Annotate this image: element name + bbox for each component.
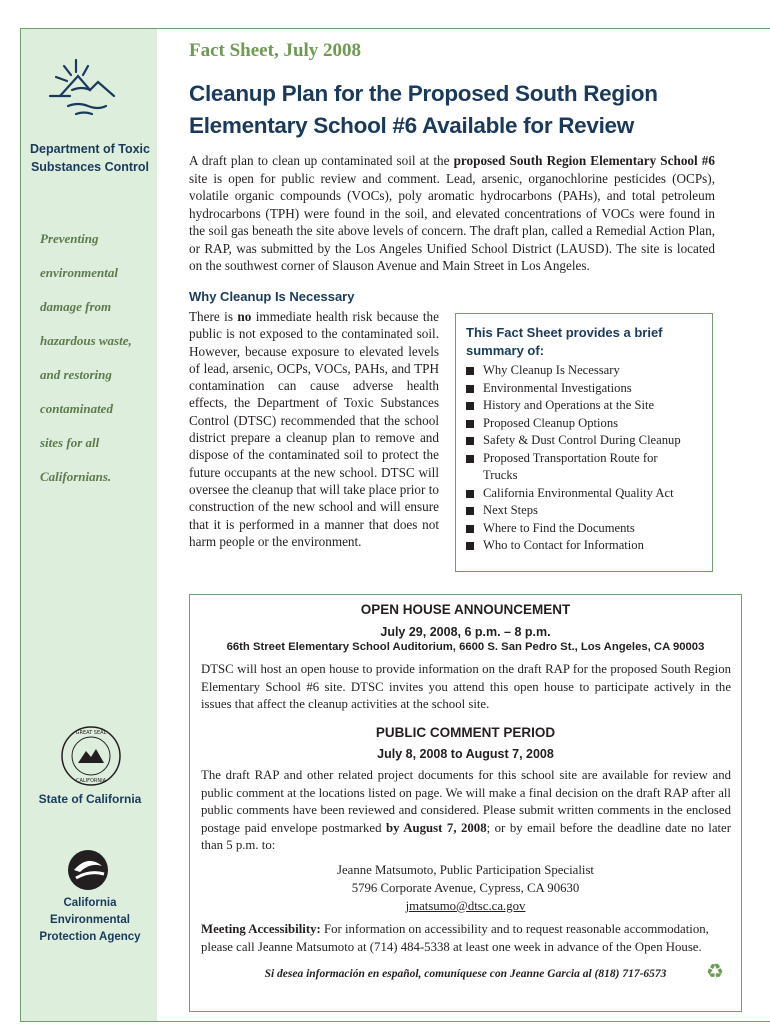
comment-period-dates: July 8, 2008 to August 7, 2008 — [377, 747, 554, 761]
state-label: State of California — [38, 792, 142, 806]
list-item-label: Who to Contact for Information — [483, 538, 644, 552]
list-item-label: California Environmental Quality Act — [483, 485, 674, 500]
list-item — [466, 362, 681, 380]
list-item — [466, 502, 681, 520]
summary-heading: This Fact Sheet provides a brief summary of: — [466, 325, 663, 358]
comment-deadline: by August 7, 2008 — [386, 820, 487, 835]
list-item — [466, 432, 681, 450]
mission-line: contaminated — [40, 401, 113, 416]
svg-text:GREAT SEAL: GREAT SEAL — [75, 730, 107, 736]
announcement-box — [189, 594, 742, 1012]
list-item — [466, 485, 681, 503]
list-item-label: Proposed Cleanup Options — [483, 415, 619, 430]
intro-text: site is open for public review and comment. Lead, arsenic, organochlorine pesticides (OCPs), volatile organic compounds (VOCs), poly aromatic hydrocarbons (PAHs), and total petroleum hydrocarbons (TPH) were found in the soil, and elevated concentrations of VOCs were found in the soil gas beneath the site above levels of concern. The draft plan, called a Remedial Action Plan, or RAP, was submitted by the Los Angeles Unified School District (LAUSD). The site is located on the southwest corner of Slauson Avenue and Main Street in Los Angeles. — [189, 170, 715, 273]
bullet-square-icon — [466, 542, 474, 550]
bullet-square-icon — [466, 437, 474, 445]
comment-period-heading: PUBLIC COMMENT PERIOD — [375, 725, 556, 740]
why-text: There is — [189, 309, 238, 324]
bullet-square-icon — [466, 420, 474, 428]
open-house-text: DTSC will host an open house to provide information on the draft RAP for the proposed South Region Elementary School #6 site. DTSC invites you attend this open house to participate actively in the issues that affect the cleanup activities at the school site. — [201, 662, 731, 711]
open-house-location: 66th Street Elementary School Auditorium, 6600 S. San Pedro St., Los Angeles, CA 90003 — [226, 641, 705, 653]
list-item-label: Proposed Transportation Route for Trucks — [483, 450, 658, 482]
list-item — [466, 450, 658, 485]
list-item-label: Environmental Investigations — [483, 380, 632, 395]
list-item-label: History and Operations at the Site — [483, 398, 655, 412]
mission-line: damage from — [40, 299, 112, 314]
spanish-note: Si desea información en español, comuníquese con Jeanne Garcia al (818) 717-6573 — [264, 968, 667, 980]
comment-text: ; or by email before the deadline date no later than 5 p.m. to: — [201, 820, 732, 852]
mission-line: hazardous waste, — [40, 333, 132, 348]
mission-line: Californians. — [40, 469, 112, 484]
mission-line: Preventing — [40, 231, 99, 246]
comment-period-text — [201, 767, 731, 855]
open-house-heading: OPEN HOUSE ANNOUNCEMENT — [360, 602, 571, 617]
accessibility-label: Meeting Accessibility: — [201, 922, 321, 936]
summary-list — [466, 362, 681, 555]
mission-line: and restoring — [40, 367, 112, 382]
why-text: immediate health risk because the public is not exposed to the contaminated soil. However, because exposure to elevated levels of lead, arsenic, OCPs, VOCs, PAHs, and TPH contamination can cause adverse health effects, the Department of Toxic Substances Control (DTSC) recommended that the school district prepare a cleanup plan to remove and dispose of the contaminated soil to protect the future occupants at the new school. DTSC will oversee the cleanup that will take place prior to construction of the new school and will ensure that it is performed in a manner that does not harm people or the environment. — [189, 309, 439, 549]
bullet-square-icon — [466, 385, 474, 393]
calepa-logo-icon — [66, 848, 110, 892]
contact-email-link[interactable]: jmatsumo@dtsc.ca.gov — [405, 899, 526, 913]
recycle-icon: ♻ — [706, 961, 724, 983]
list-item — [466, 397, 681, 415]
contact-block — [190, 861, 741, 915]
contact-address: 5796 Corporate Avenue, Cypress, CA 90630 — [351, 881, 580, 895]
intro-emphasis: proposed South Region Elementary School #6 — [453, 153, 715, 168]
bullet-square-icon — [466, 402, 474, 410]
list-item — [466, 520, 681, 538]
summary-box — [455, 313, 713, 572]
accessibility-text: For information on accessibility and to request reasonable accommodation, please call Jeanne Matsumoto at (714) 484-5338 at least one week in advance of the Open House. — [201, 922, 709, 954]
comment-text: The draft RAP and other related project documents for this school site are available for review and public comment at the locations listed on page. We will make a final decision on the draft RAP after all public comments have been reviewed and considered. Please submit written comments in the enclosed postage paid envelope postmarked — [201, 768, 731, 835]
list-item-label: Where to Find the Documents — [483, 520, 635, 535]
list-item — [466, 380, 681, 398]
bullet-square-icon — [466, 367, 474, 375]
bullet-square-icon — [466, 525, 474, 533]
department-name: Department of Toxic Substances Control — [30, 142, 150, 174]
mission-line: sites for all — [40, 435, 100, 450]
mission-statement — [40, 229, 152, 501]
svg-text:CALIFORNIA: CALIFORNIA — [75, 778, 107, 784]
accessibility-note — [201, 921, 731, 956]
agency-label: California Environmental Protection Agency — [39, 897, 141, 943]
open-house-date: July 29, 2008, 6 p.m. – 8 p.m. — [380, 625, 551, 639]
dtsc-logo-icon — [46, 52, 122, 128]
why-heading: Why Cleanup Is Necessary — [189, 289, 355, 304]
contact-name: Jeanne Matsumoto, Public Participation Specialist — [337, 863, 594, 877]
why-emphasis: no — [237, 309, 252, 324]
mission-line: environmental — [40, 265, 119, 280]
state-seal-icon — [60, 725, 122, 787]
list-item-label: Why Cleanup Is Necessary — [483, 363, 620, 377]
intro-paragraph — [189, 152, 715, 275]
list-item-label: Next Steps — [483, 503, 538, 517]
list-item-label: Safety & Dust Control During Cleanup — [483, 433, 681, 447]
page-title: Cleanup Plan for the Proposed South Region Elementary School #6 Available for Review — [189, 81, 658, 138]
why-paragraph — [189, 308, 439, 550]
intro-text: A draft plan to clean up contaminated soil at the — [189, 153, 454, 168]
list-item — [466, 415, 681, 433]
bullet-square-icon — [466, 490, 474, 498]
fact-sheet-date: Fact Sheet, July 2008 — [189, 40, 362, 61]
list-item — [466, 537, 681, 555]
bullet-square-icon — [466, 507, 474, 515]
bullet-square-icon — [466, 455, 474, 463]
